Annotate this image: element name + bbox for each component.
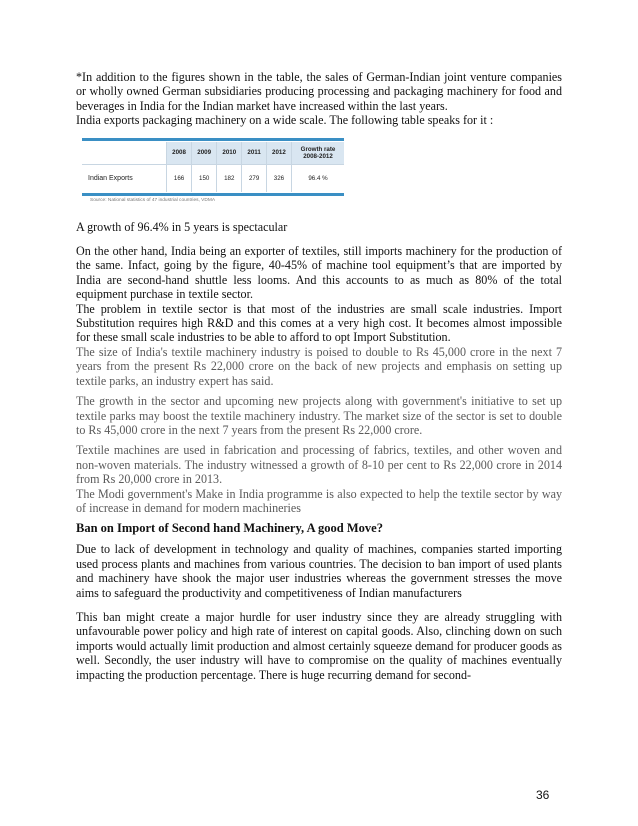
table-header-cell: 2012 (266, 142, 291, 165)
table-source: Source: National statistics of 47 industrial countries, VDMA (90, 197, 216, 203)
table-header-cell: 2009 (192, 142, 217, 165)
table-header-cell: 2010 (217, 142, 242, 165)
ban-paragraph-1: Due to lack of development in technology and quality of machines, companies started importing used process plants and machines from various countries. The decision to ban import of used plants and machinery have shook the major user industries whereas the government stresses the move aims to safeguard the productivity and competitiveness of Indian manufacturers (76, 542, 562, 600)
page-content (76, 70, 562, 682)
textile-paragraph-3: The size of India's textile machinery industry is poised to double to Rs 45,000 crore in the next 7 years from the present Rs 22,000 crore on the back of new projects and emphasis on setting up textile parks, an industry expert has said. (76, 344, 562, 388)
intro-paragraph: *In addition to the figures shown in the table, the sales of German-Indian joint venture companies or wholly owned German subsidiaries producing processing and packaging machinery for food and beverages in India for the Indian market have increased within the last years. (76, 70, 562, 113)
table-cell: 182 (217, 165, 242, 192)
textile-paragraph-5: Textile machines are used in fabrication and processing of fabrics, textiles, and other woven and non-woven materials. The industry witnessed a growth of 8-10 per cent to Rs 22,000 crore in 2014 from Rs 20,000 crore in 2013. (76, 443, 562, 487)
table-cell: 326 (266, 165, 291, 192)
table-row-label: Indian Exports (82, 165, 167, 192)
export-table-figure (82, 138, 344, 208)
textile-paragraph-1: On the other hand, India being an exporter of textiles, still imports machinery for the production of the same. Infact, going by the figure, 40-45% of machine tool equipment’s that are imported by India are second-hand shuttle less looms. And this accounts to as much as 80% of the total equipment purchase in textile sector. (76, 244, 562, 302)
table-cell: 96.4 % (292, 165, 345, 192)
textile-paragraph-2: The problem in textile sector is that most of the industries are small scale industries. Import Substitution requires high R&D and this comes at a very high cost. It becomes almost impossible for these small scale industries to be able to afford to opt Import Substitution. (76, 301, 562, 345)
ban-paragraph-2: This ban might create a major hurdle for user industry since they are already struggling with unfavourable power policy and high rate of interest on capital goods. Also, clinching down on such imports would actually limit production and almost certainly squeeze demand for producer goods as well. Secondly, the user industry will have to compromise on the quality of machines eventually impacting the production percentage. There is huge recurring demand for second- (76, 609, 562, 682)
growth-line: A growth of 96.4% in 5 years is spectacular (76, 219, 288, 234)
table-header-cell: 2011 (242, 142, 267, 165)
textile-paragraph-6: The Modi government's Make in India programme is also expected to help the textile sector by way of increase in demand for modern machineries (76, 486, 562, 515)
table-cell: 166 (167, 165, 192, 192)
table-cell: 279 (242, 165, 267, 192)
table-header-row (82, 142, 344, 165)
table-header-cell: 2008 (167, 142, 192, 165)
page-number: 36 (536, 788, 550, 802)
table-row (82, 165, 344, 192)
intro-exports-line: India exports packaging machinery on a wide scale. The following table speaks for it : (76, 113, 494, 128)
table-cell: 150 (192, 165, 217, 192)
export-table (82, 142, 344, 192)
table-header-cell: Growth rate 2008-2012 (292, 142, 345, 165)
table-bottom-rule (82, 193, 344, 196)
section-heading: Ban on Import of Second hand Machinery, A good Move? (76, 521, 383, 536)
textile-paragraph-4: The growth in the sector and upcoming new projects along with government's initiative to set up textile parks may boost the textile machinery industry. The market size of the sector is set to double to Rs 45,000 crore in the next 7 years from the present Rs 22,000 crore. (76, 394, 562, 437)
table-top-rule (82, 138, 344, 141)
